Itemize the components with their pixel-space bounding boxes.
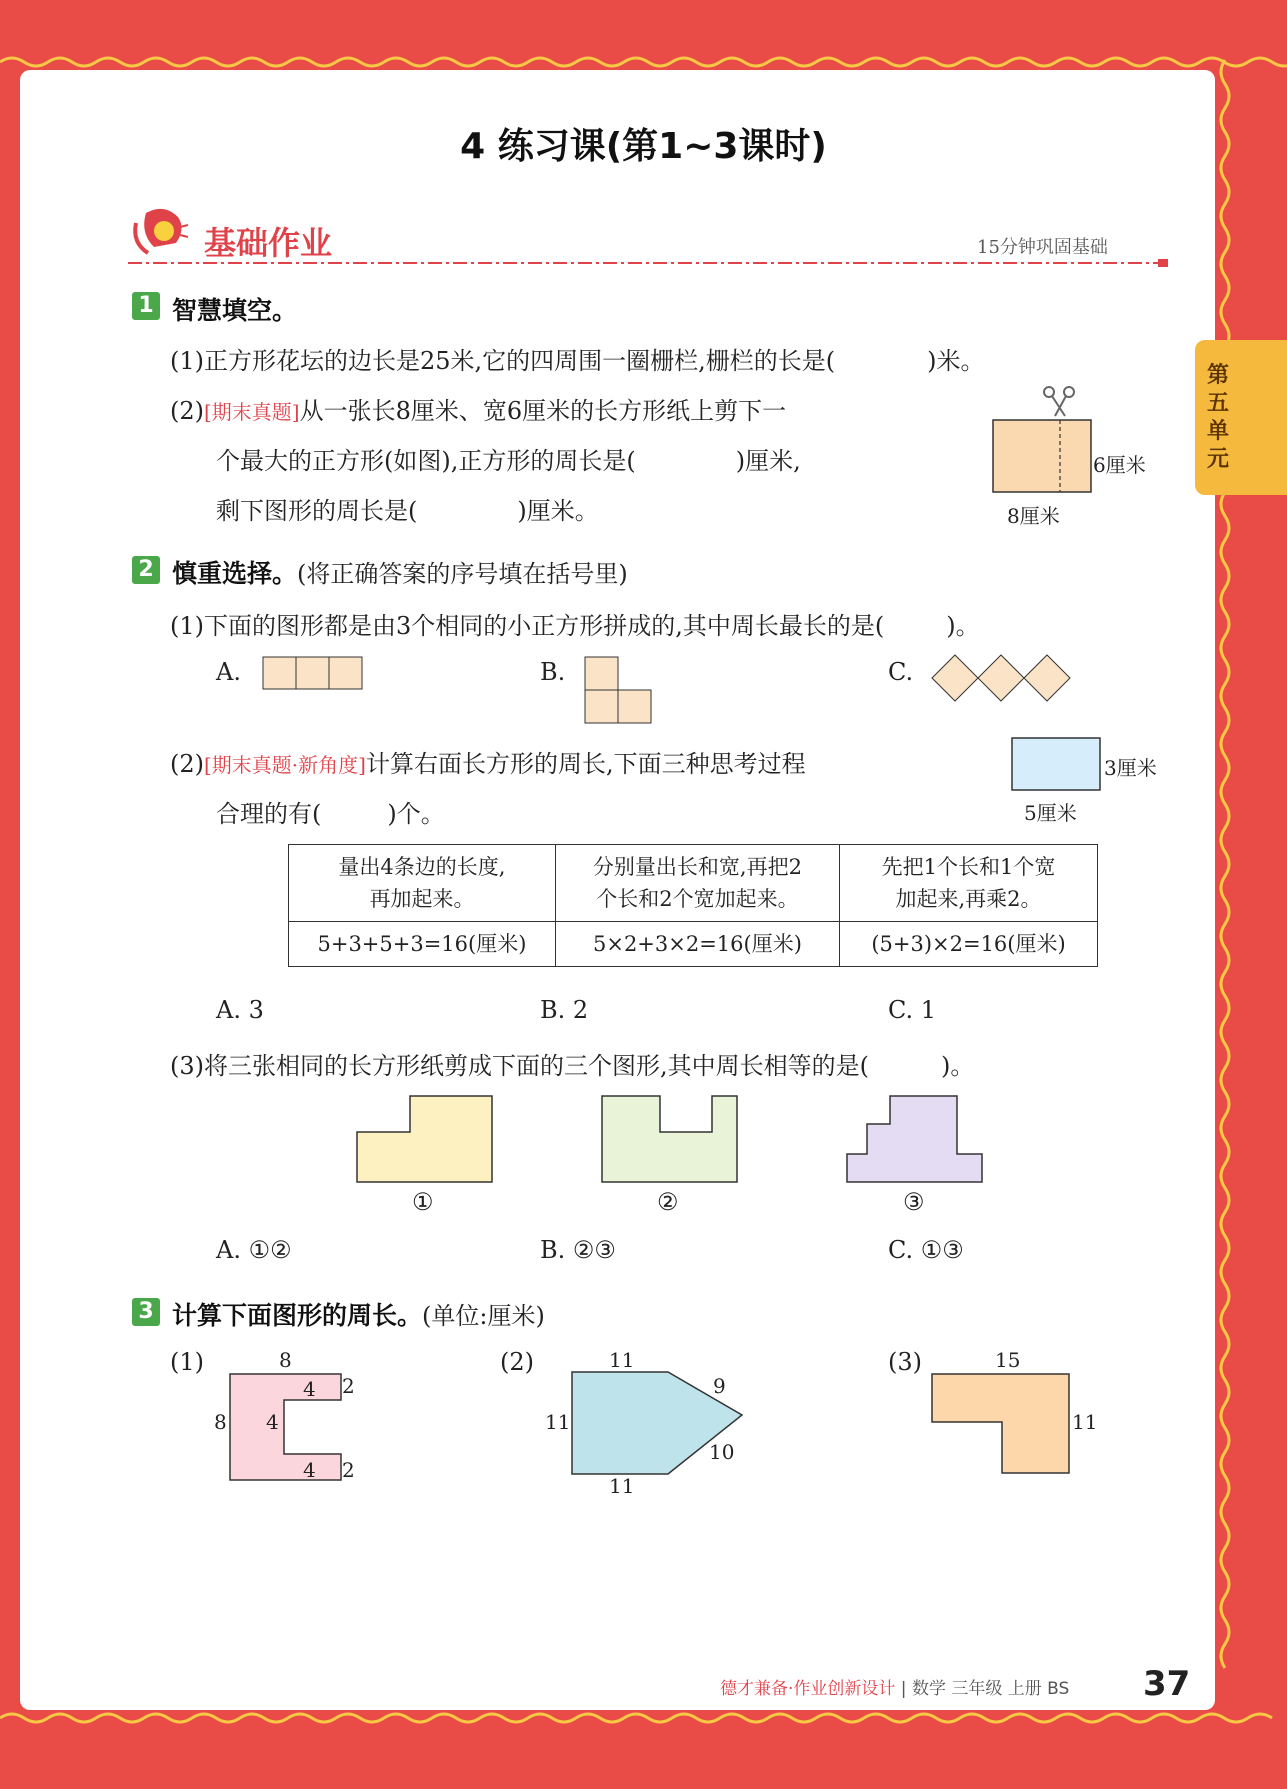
q1-fig-height-label: 6厘米 [1093,453,1146,477]
q2-p3: (3)将三张相同的长方形纸剪成下面的三个图形,其中周长相等的是( )。 [170,1052,975,1080]
q3-fig2-dim: 11 [609,1348,635,1372]
q3-fig3-dim: 11 [1072,1410,1098,1434]
unit-tab-label: 第五单元 [1206,363,1229,472]
q2-p1: (1)下面的图形都是由3个相同的小正方形拼成的,其中周长最长的是( )。 [170,612,980,640]
q3-fig1-dim: 8 [214,1410,227,1434]
q2-method-table [288,844,1098,967]
q2-p3-label-3: ③ [903,1188,925,1216]
q3-fig2-dim: 11 [609,1474,635,1498]
q1-badge: 1 [132,292,160,320]
q2-p3-label-1: ① [412,1188,434,1216]
q3-fig1-dim: 4 [303,1458,316,1482]
q2-p3-label-2: ② [657,1188,679,1216]
q2-p1-option-b[interactable]: B. [540,658,566,686]
q3-fig1-dim: 8 [279,1348,292,1372]
table-cell: 5+3+5+3=16(厘米) [289,922,556,967]
table-cell: 先把1个长和1个宽 加起来,再乘2。 [840,845,1098,922]
q2-rect-height-label: 3厘米 [1104,756,1157,780]
q3-fig3-shape [930,1370,1072,1476]
table-cell: 量出4条边的长度, 再加起来。 [289,845,556,922]
q1-p2-line2: 个最大的正方形(如图),正方形的周长是( )厘米, [216,447,801,475]
q2-rect-figure [1010,736,1102,794]
section-note: 15分钟巩固基础 [977,237,1108,258]
q3-fig1-dim: 4 [303,1377,316,1401]
q2-p3-shape-3 [845,1092,985,1184]
q3-heading: 计算下面图形的周长。(单位:厘米) [172,1301,545,1330]
q2-p2-option-a[interactable]: A. 3 [216,996,264,1024]
q3-fig2-dim: 11 [545,1410,571,1434]
q3-fig2-dim: 10 [709,1440,735,1464]
q2-p1-shape-a [262,655,364,691]
q2-p1-shape-b [584,655,654,725]
q2-p2-option-b[interactable]: B. 2 [540,996,589,1024]
q2-p2-line2: 合理的有( )个。 [216,800,445,828]
table-cell: 5×2+3×2=16(厘米) [555,922,839,967]
page-footer: 德才兼备·作业创新设计 | 数学 三年级 上册 BS [720,1679,1070,1699]
q3-fig1-dim: 2 [342,1458,355,1482]
q1-p2-line1: (2)[期末真题]从一张长8厘米、宽6厘米的长方形纸上剪下一 [170,397,787,425]
q2-p2-line1: (2)[期末真题·新角度]计算右面长方形的周长,下面三种思考过程 [170,750,806,778]
table-cell: 分别量出长和宽,再把2 个长和2个宽加起来。 [555,845,839,922]
q1-fig-width-label: 8厘米 [1007,504,1060,528]
q3-fig3-label: (3) [888,1348,922,1376]
q2-p3-option-b[interactable]: B. ②③ [540,1236,616,1264]
q2-badge: 2 [132,556,160,584]
q2-p3-option-c[interactable]: C. ①③ [888,1236,964,1264]
q2-p3-shape-1 [355,1092,495,1184]
q2-p3-option-a[interactable]: A. ①② [216,1236,292,1264]
q1-p1: (1)正方形花坛的边长是25米,它的四周围一圈栅栏,栅栏的长是( )米。 [170,347,985,375]
bulb-icon [128,205,190,263]
q3-fig2-label: (2) [500,1348,534,1376]
section-divider [128,258,1173,268]
page-title: 4 练习课(第1~3课时) [460,126,827,167]
q3-badge: 3 [132,1298,160,1326]
section-heading: 基础作业 [204,224,333,262]
q3-fig1-label: (1) [170,1348,204,1376]
table-cell: (5+3)×2=16(厘米) [840,922,1098,967]
q3-fig1-dim: 2 [342,1374,355,1398]
q2-p1-option-c[interactable]: C. [888,658,914,686]
q3-fig1-dim: 4 [266,1410,279,1434]
q3-fig1-shape [228,1370,343,1485]
q2-p2-option-c[interactable]: C. 1 [888,996,937,1024]
q3-fig2-dim: 9 [713,1374,726,1398]
q1-p2-line3: 剩下图形的周长是( )厘米。 [216,497,599,525]
q2-p1-option-a[interactable]: A. [216,658,241,686]
q3-fig3-dim: 15 [995,1348,1021,1372]
q2-rect-width-label: 5厘米 [1024,801,1077,825]
q2-p3-shape-2 [600,1092,740,1184]
page-number: 37 [1143,1664,1191,1704]
q2-p1-shape-c [930,652,1075,704]
scissors-icon [1044,387,1074,416]
q1-heading: 智慧填空。 [172,296,298,325]
q2-heading: 慎重选择。(将正确答案的序号填在括号里) [172,559,628,588]
q1-paper-figure [985,382,1095,497]
